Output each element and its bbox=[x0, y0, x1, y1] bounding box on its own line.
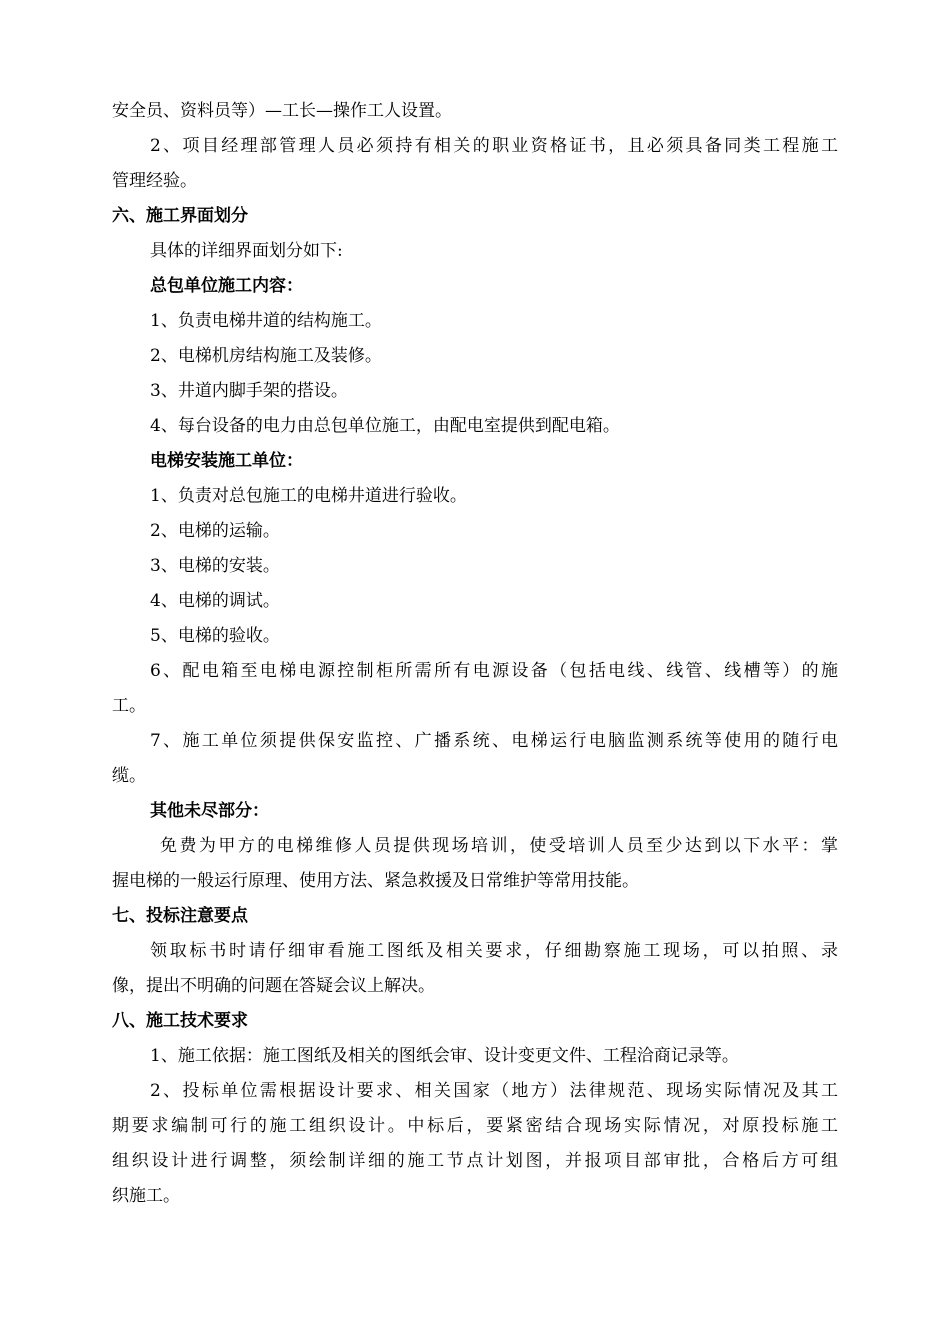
text-line: 管理经验。 bbox=[112, 171, 197, 191]
subheading-general-contractor: 总包单位施工内容： bbox=[150, 276, 303, 296]
list-item bbox=[112, 724, 838, 794]
paragraph-training bbox=[112, 829, 838, 899]
text-line: 织施工。 bbox=[112, 1186, 180, 1206]
list-item bbox=[112, 1074, 838, 1214]
paragraph-org-structure bbox=[112, 94, 838, 129]
subheading-elevator-installer: 电梯安装施工单位： bbox=[150, 451, 303, 471]
document-page bbox=[112, 94, 838, 1214]
text-line: 6、配电箱至电梯电源控制柜所需所有电源设备（包括电线、线管、线槽等）的施 bbox=[150, 661, 838, 681]
text-line: 组织设计进行调整，须绘制详细的施工节点计划图，并报项目部审批，合格后方可组 bbox=[112, 1151, 838, 1171]
text-line: 安全员、资料员等）—工长—操作工人设置。 bbox=[112, 101, 452, 121]
section-heading-7: 七、投标注意要点 bbox=[112, 906, 248, 926]
list-item: 1、施工依据：施工图纸及相关的图纸会审、设计变更文件、工程洽商记录等。 bbox=[150, 1046, 739, 1066]
text-line: 领取标书时请仔细审看施工图纸及相关要求，仔细勘察施工现场，可以拍照、录 bbox=[150, 941, 838, 961]
list-item: 3、电梯的安装。 bbox=[150, 556, 280, 576]
list-item: 2、电梯的运输。 bbox=[150, 521, 280, 541]
text-line: 免费为甲方的电梯维修人员提供现场培训，使受培训人员至少达到以下水平：掌 bbox=[160, 836, 838, 856]
paragraph-bid-notes bbox=[112, 934, 838, 1004]
intro-text: 具体的详细界面划分如下: bbox=[150, 241, 343, 261]
text-line: 7、施工单位须提供保安监控、广播系统、电梯运行电脑监测系统等使用的随行电 bbox=[150, 731, 838, 751]
text-line: 像，提出不明确的问题在答疑会议上解决。 bbox=[112, 976, 435, 996]
list-item: 3、井道内脚手架的搭设。 bbox=[150, 381, 348, 401]
section-heading-8: 八、施工技术要求 bbox=[112, 1011, 248, 1031]
list-item: 4、每台设备的电力由总包单位施工，由配电室提供到配电箱。 bbox=[150, 416, 620, 436]
paragraph-qualification bbox=[112, 129, 838, 199]
list-item: 2、电梯机房结构施工及装修。 bbox=[150, 346, 382, 366]
text-line: 期要求编制可行的施工组织设计。中标后，要紧密结合现场实际情况，对原投标施工 bbox=[112, 1116, 838, 1136]
list-item bbox=[112, 654, 838, 724]
text-line: 工。 bbox=[112, 696, 146, 716]
subheading-other: 其他未尽部分： bbox=[150, 801, 269, 821]
text-line: 握电梯的一般运行原理、使用方法、紧急救援及日常维护等常用技能。 bbox=[112, 871, 639, 891]
list-item: 5、电梯的验收。 bbox=[150, 626, 280, 646]
list-item: 1、负责对总包施工的电梯井道进行验收。 bbox=[150, 486, 467, 506]
list-item: 4、电梯的调试。 bbox=[150, 591, 280, 611]
text-line: 缆。 bbox=[112, 766, 146, 786]
section-heading-6: 六、施工界面划分 bbox=[112, 206, 248, 226]
text-line: 2、项目经理部管理人员必须持有相关的职业资格证书，且必须具备同类工程施工 bbox=[150, 136, 838, 156]
text-line: 2、投标单位需根据设计要求、相关国家（地方）法律规范、现场实际情况及其工 bbox=[150, 1081, 838, 1101]
list-item: 1、负责电梯井道的结构施工。 bbox=[150, 311, 382, 331]
